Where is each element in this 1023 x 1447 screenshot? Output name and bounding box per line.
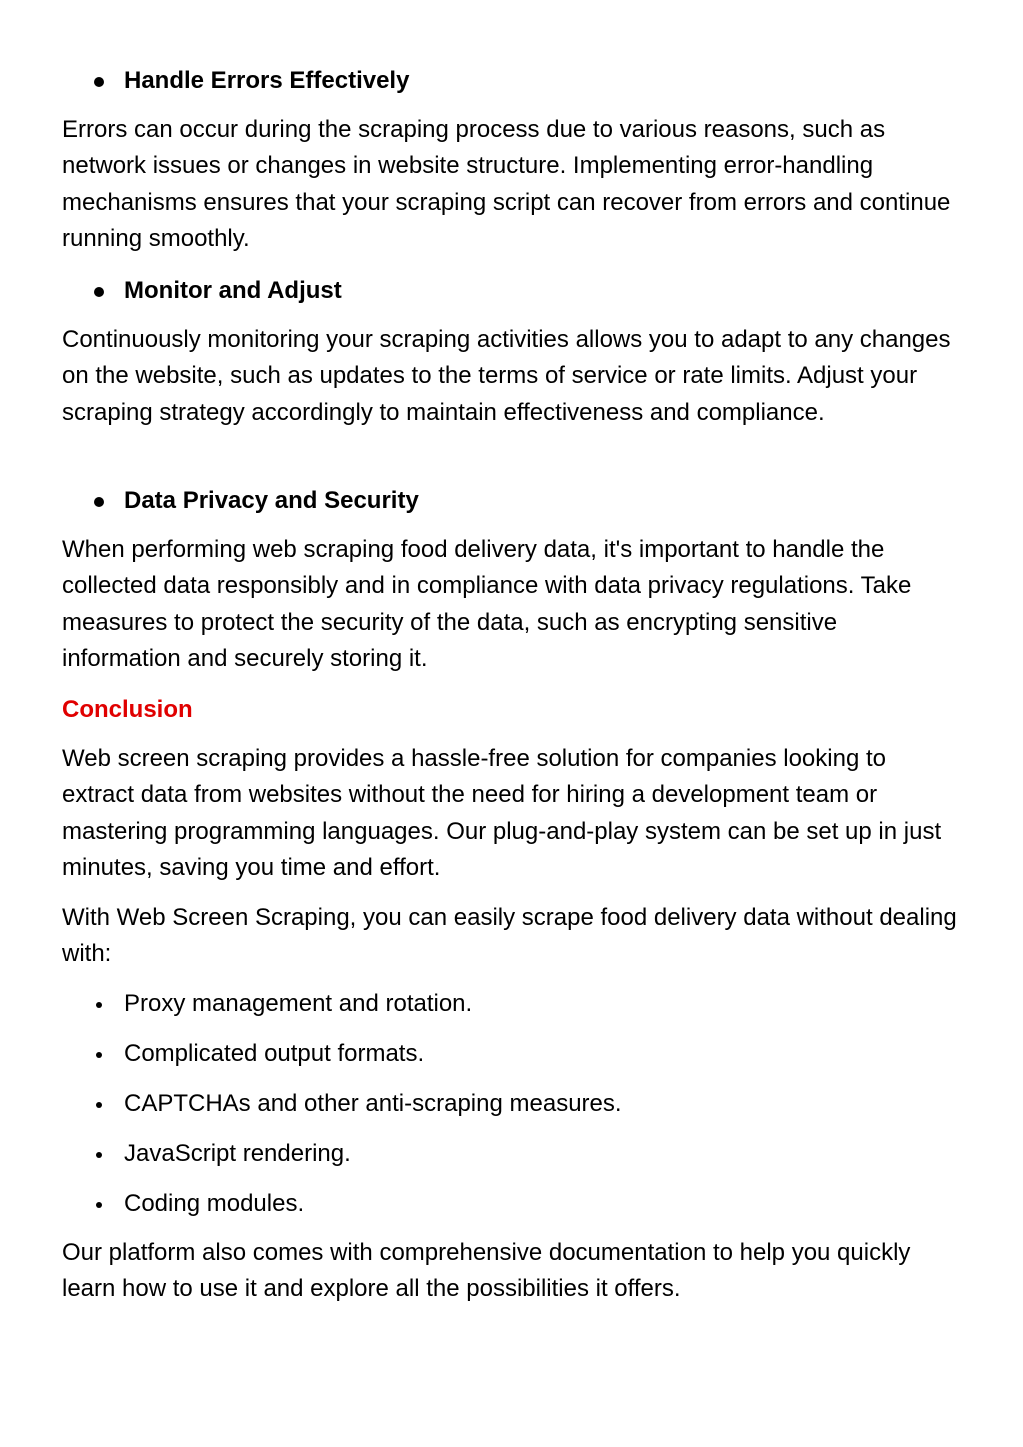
- list-item: Proxy management and rotation.: [62, 989, 962, 1019]
- bullet-heading-monitor-adjust: Monitor and Adjust: [62, 276, 962, 306]
- list-item: JavaScript rendering.: [62, 1139, 962, 1169]
- conclusion-paragraph: Web screen scraping provides a hassle-free solution for companies looking to extract data from websites without the need for hiring a development team or mastering programming languages. Our plug-and-play system can be set up in just minutes, saving you time and effort.: [62, 745, 942, 881]
- list-item: CAPTCHAs and other anti-scraping measures.: [62, 1089, 962, 1119]
- bullet-heading-handle-errors: Handle Errors Effectively: [62, 66, 962, 96]
- paragraph-data-privacy: When performing web scraping food delivery data, it's important to handle the collected data responsibly and in compliance with data privacy regulations. Take measures to protect the security of the data, such as encrypting sensitive information and securely storing it.: [62, 536, 912, 672]
- list-item: Coding modules.: [62, 1189, 962, 1219]
- paragraph-handle-errors: Errors can occur during the scraping process due to various reasons, such as network issues or changes in website structure. Implementing error-handling mechanisms ensures that your scraping script can recover from errors and continue running smoothly.: [62, 116, 951, 252]
- bullet-heading-data-privacy: Data Privacy and Security: [62, 486, 962, 516]
- conclusion-heading: Conclusion: [62, 696, 193, 723]
- list-item: Complicated output formats.: [62, 1039, 962, 1069]
- closing-paragraph: Our platform also comes with comprehensive documentation to help you quickly learn how to use it and explore all the possibilities it offers.: [62, 1239, 911, 1303]
- paragraph-monitor-adjust: Continuously monitoring your scraping activities allows you to adapt to any changes on the website, such as updates to the terms of service or rate limits. Adjust your scraping strategy accordingly to maintain effectiveness and compliance.: [62, 326, 951, 426]
- intro-list-paragraph: With Web Screen Scraping, you can easily scrape food delivery data without dealing with:: [62, 904, 957, 968]
